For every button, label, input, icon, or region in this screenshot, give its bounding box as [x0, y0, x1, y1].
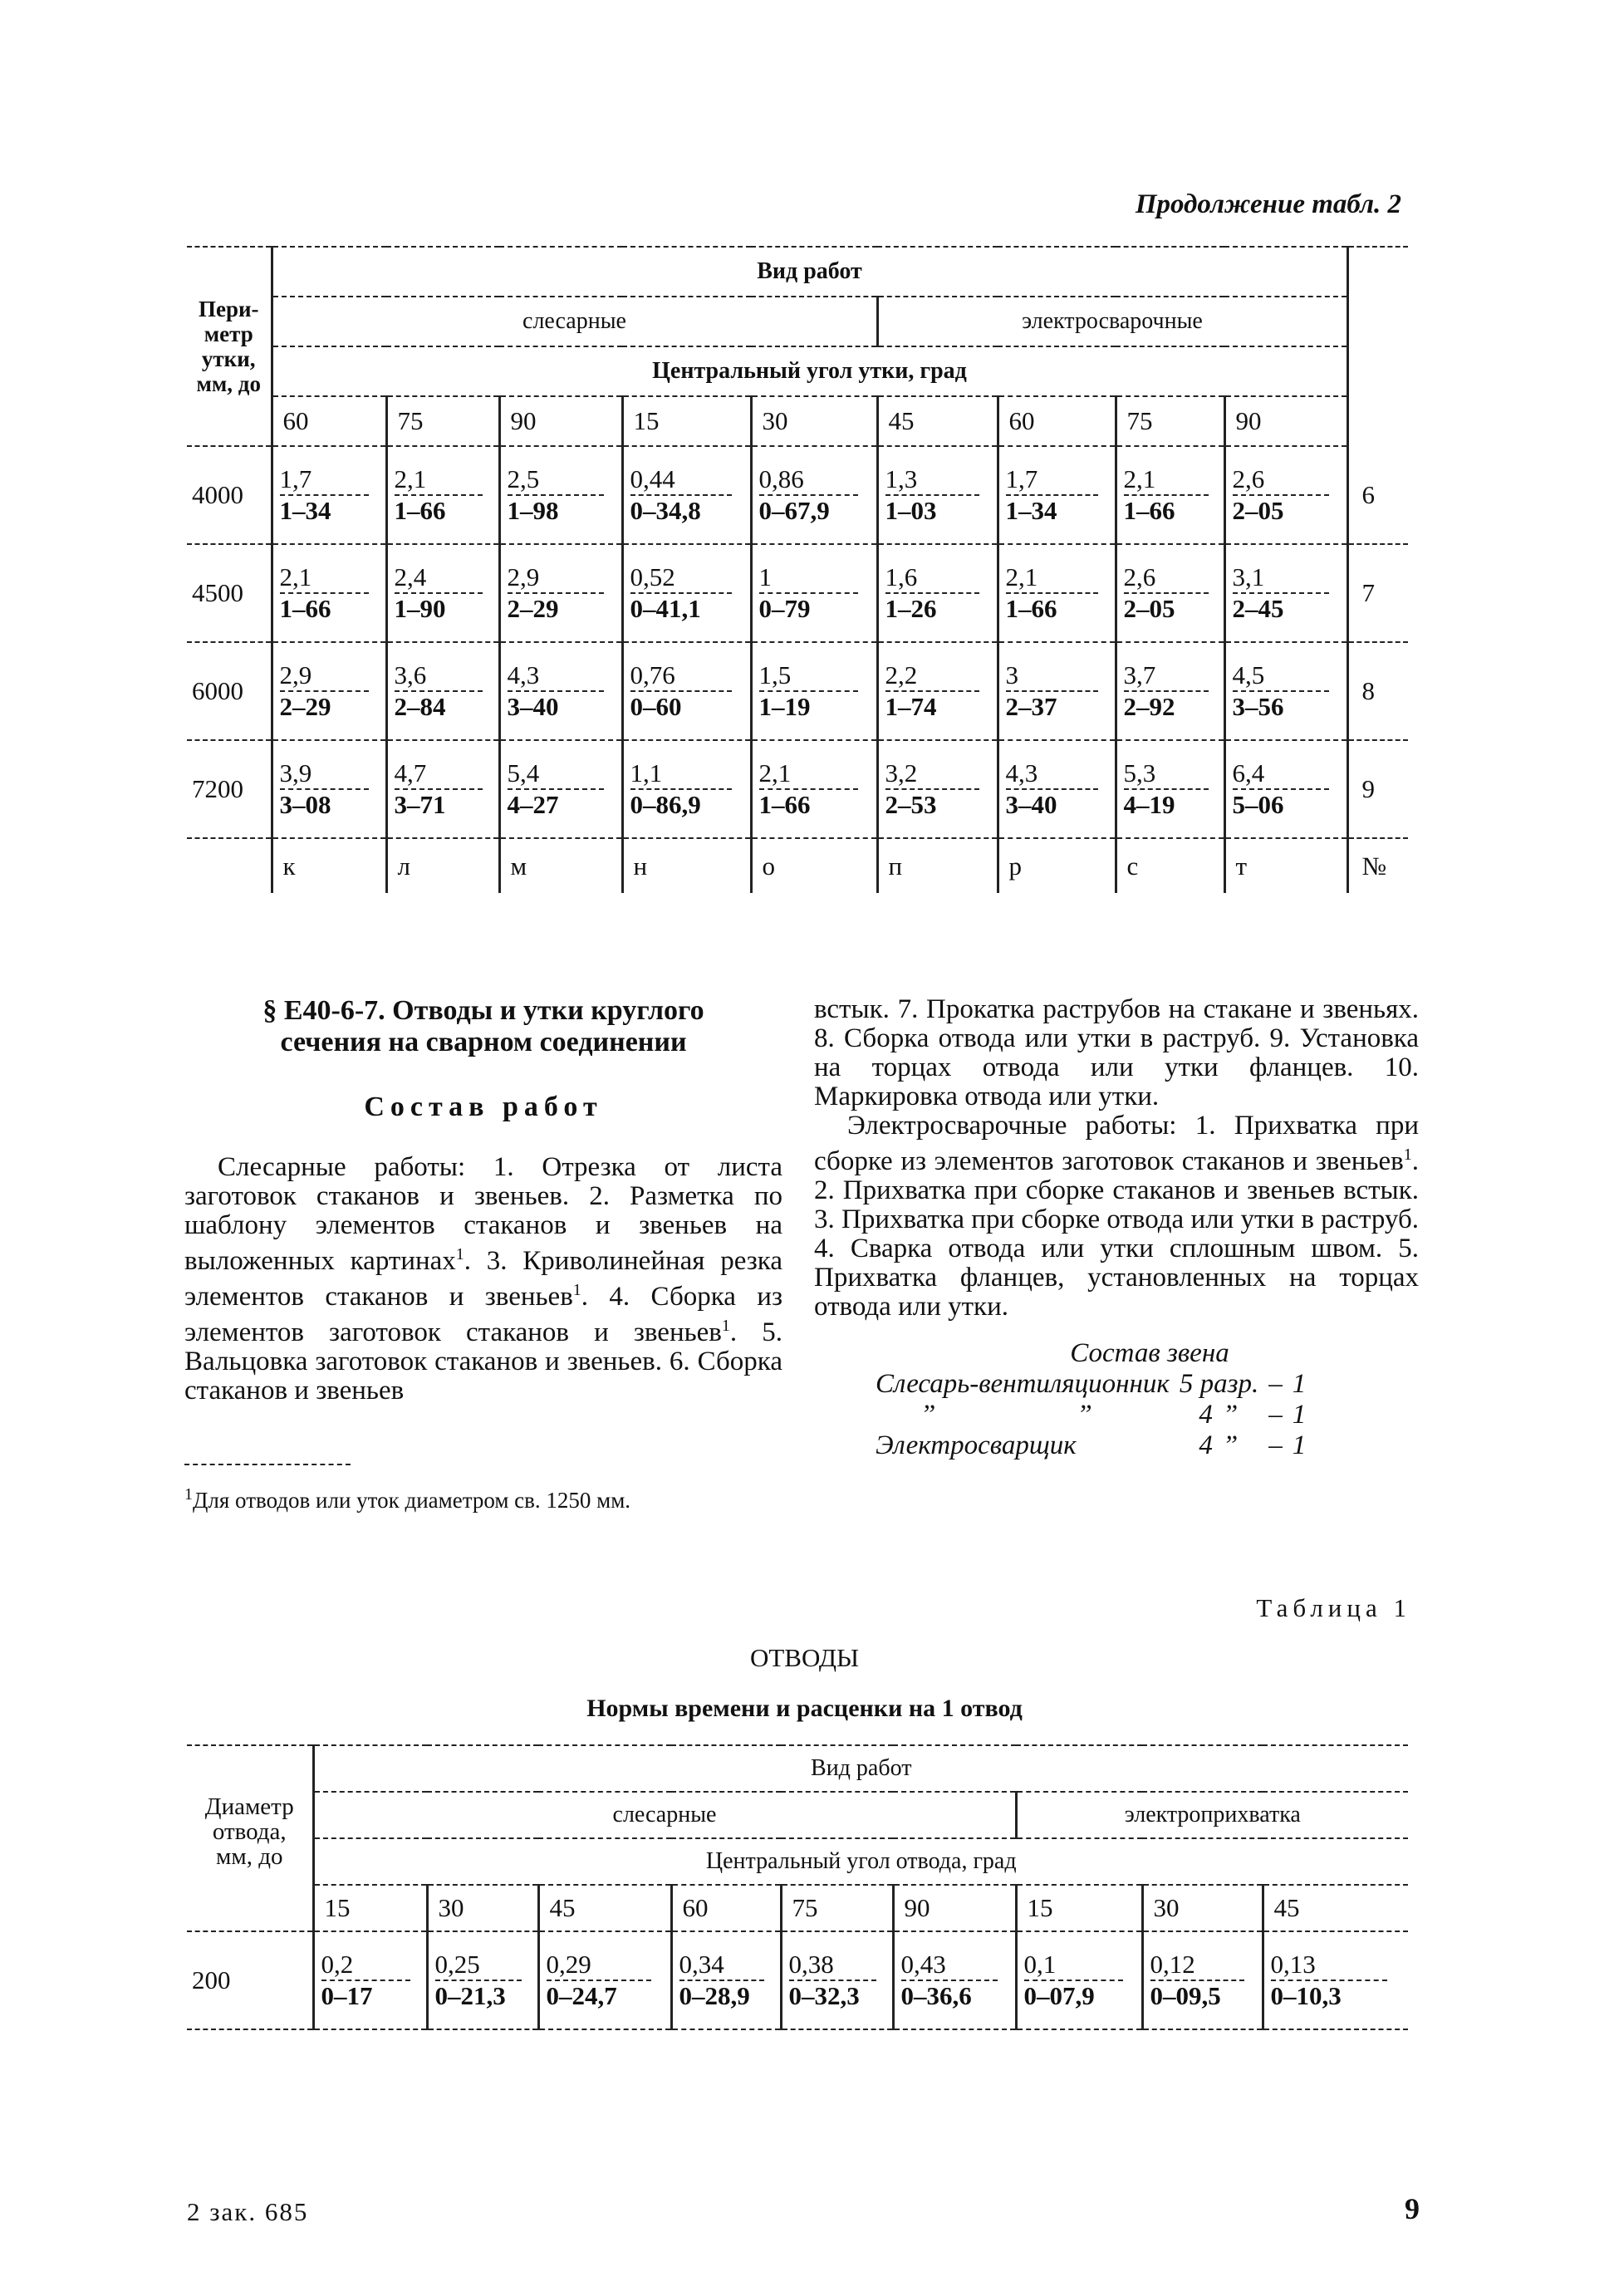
table1-elpr-header: электроприхватка — [1016, 1792, 1408, 1838]
rate: 2–92 — [1124, 690, 1209, 722]
rate: 1–34 — [1006, 494, 1098, 526]
rate: 2–53 — [885, 788, 980, 820]
table2-cell — [499, 642, 622, 740]
norm-time: 0,38 — [788, 1950, 834, 1979]
rate: 1–66 — [1124, 494, 1209, 526]
rate: 0–36,6 — [901, 1980, 998, 2011]
norm-time: 1,3 — [885, 464, 918, 493]
table2-column-letter: к — [272, 838, 386, 893]
norm-time: 0,29 — [546, 1950, 591, 1979]
table2-perimeter: 4000 — [187, 446, 272, 544]
table2-cell — [499, 544, 622, 642]
norm-time: 0,52 — [630, 562, 675, 591]
table1-angle-cell: 60 — [671, 1885, 781, 1931]
table2-column-letter: н — [622, 838, 751, 893]
table2-cell — [877, 446, 998, 544]
norm-time: 0,76 — [630, 660, 675, 689]
rate: 0–67,9 — [759, 494, 859, 526]
rate: 0–79 — [759, 592, 859, 624]
norm-time: 2,2 — [885, 660, 918, 689]
norm-time: 0,86 — [758, 464, 804, 493]
table1-angle-cell: 30 — [1142, 1885, 1263, 1931]
rate: 0–86,9 — [630, 788, 732, 820]
crew-row-3: Электросварщик 4 ” – 1 — [876, 1430, 1307, 1460]
table2-cell — [751, 544, 877, 642]
norm-time: 3,7 — [1123, 660, 1156, 689]
table2-cell — [499, 446, 622, 544]
table2-cell — [998, 544, 1116, 642]
rate: 0–10,3 — [1271, 1980, 1388, 2011]
crew-composition — [814, 1338, 1419, 1461]
table2-angle-cell: 75 — [1116, 396, 1224, 446]
norm-time: 2,6 — [1232, 464, 1265, 493]
table2-cell — [622, 642, 751, 740]
norm-time: 0,25 — [434, 1950, 480, 1979]
norm-time: 4,3 — [1005, 758, 1038, 787]
norm-time: 3,9 — [279, 758, 312, 787]
table1-angle-cell: 15 — [1016, 1885, 1142, 1931]
table-row — [187, 740, 1408, 838]
rate: 5–06 — [1233, 788, 1329, 820]
table2-cell — [1224, 642, 1347, 740]
table2-cell — [998, 740, 1116, 838]
norm-time: 0,13 — [1270, 1950, 1316, 1979]
table2-cell — [386, 642, 499, 740]
table-subtitle: Нормы времени и расценки на 1 отвод — [586, 1695, 1023, 1722]
table2-row-number: 7 — [1347, 544, 1408, 642]
norm-time: 1 — [758, 562, 772, 591]
table2-cell — [272, 446, 386, 544]
section-right-column — [814, 995, 1419, 1461]
table1-angle-cell: 90 — [893, 1885, 1016, 1931]
norm-time: 2,6 — [1123, 562, 1156, 591]
table2-angle-header: Центральный угол утки, град — [272, 346, 1347, 396]
rate: 4–19 — [1124, 788, 1209, 820]
norm-time: 2,1 — [394, 464, 427, 493]
table1-angle-cell: 45 — [538, 1885, 671, 1931]
table1-cell — [1263, 1931, 1408, 2029]
table2-angle-cell: 60 — [998, 396, 1116, 446]
table2-cell — [386, 740, 499, 838]
section-title: § Е40-6-7. Отводы и утки круглого сечения на сварном соединении — [262, 995, 704, 1057]
work-description-part2: встык. 7. Прокатка раструбов на стакане и звеньях. 8. Сборка отвода или утки в раструб. 9. Установка на торцах отвода или утки фланцев. 10. Маркировка отвода или утки. Электросварочные работы: 1. Прихватка при сборке из элементов заготовок стаканов и звеньев$^1$. 2. Прихватка при сборке стаканов и звеньев встык. 3. Прихватка при сборке отвода или утки в раструб. 4. Сварка отвода или утки сплошным швом. 5. Прихватка фланцев, установленных на торцах отвода или утки. — [814, 994, 1419, 1322]
table2-column-letter: п — [877, 838, 998, 893]
rate: 0–24,7 — [547, 1980, 652, 2011]
table1-angle-cell: 75 — [781, 1885, 893, 1931]
table2-cell — [386, 544, 499, 642]
rate: 2–05 — [1124, 592, 1209, 624]
rate: 2–37 — [1006, 690, 1098, 722]
rate: 0–60 — [630, 690, 732, 722]
table-row — [187, 544, 1408, 642]
norm-time: 1,1 — [630, 758, 663, 787]
norm-time: 4,3 — [507, 660, 540, 689]
table2-cell — [272, 544, 386, 642]
rate: 1–98 — [508, 494, 604, 526]
table2-cell — [877, 544, 998, 642]
composition-heading: Состав работ — [364, 1092, 603, 1122]
norm-time: 6,4 — [1232, 758, 1265, 787]
norm-time: 1,6 — [885, 562, 918, 591]
table2-rowhead: Пери- метр утки, мм, до — [187, 247, 272, 446]
norm-time: 2,1 — [279, 562, 312, 591]
section-left-column — [184, 995, 782, 1513]
norm-time: 3,2 — [885, 758, 918, 787]
table1-cell — [538, 1931, 671, 2029]
rate: 1–90 — [395, 592, 483, 624]
rate: 1–03 — [885, 494, 980, 526]
rate: 2–29 — [508, 592, 604, 624]
norm-time: 1,5 — [758, 660, 792, 689]
table2-cell — [1116, 446, 1224, 544]
crew-row-1: Слесарь-вентиляционник 5 разр. – 1 — [876, 1369, 1307, 1399]
rate: 1–66 — [280, 592, 370, 624]
rate: 0–41,1 — [630, 592, 732, 624]
norm-time: 2,4 — [394, 562, 427, 591]
table2-cell — [877, 642, 998, 740]
table2-perimeter: 7200 — [187, 740, 272, 838]
table1-angle-header: Центральный угол отвода, град — [313, 1838, 1408, 1885]
table2-perimeter: 6000 — [187, 642, 272, 740]
table1-work-type: Вид работ — [313, 1745, 1408, 1792]
table1-angle-cell: 45 — [1263, 1885, 1408, 1931]
norm-time: 4,7 — [394, 758, 427, 787]
table2-cell — [751, 642, 877, 740]
table2-column-letter: с — [1116, 838, 1224, 893]
norm-time: 0,2 — [321, 1950, 354, 1979]
table2-column-letter: т — [1224, 838, 1347, 893]
table2-cell — [622, 544, 751, 642]
table2-slesar-header: слесарные — [272, 297, 877, 346]
page-number: 9 — [1405, 2192, 1420, 2225]
table2-column-letter: л — [386, 838, 499, 893]
table-1-otvody — [187, 1744, 1408, 2030]
table-row — [187, 446, 1408, 544]
table1-cell — [1142, 1931, 1263, 2029]
table1-cell — [781, 1931, 893, 2029]
table2-cell — [272, 740, 386, 838]
table2-cell — [877, 740, 998, 838]
table2-column-letter: о — [751, 838, 877, 893]
norm-time: 5,4 — [507, 758, 540, 787]
table2-cell — [751, 740, 877, 838]
crew-title: Состав звена — [1070, 1338, 1229, 1368]
norm-time: 0,12 — [1150, 1950, 1195, 1979]
norm-time: 1,7 — [1005, 464, 1038, 493]
table-row — [187, 1931, 1408, 2029]
table2-cell — [622, 446, 751, 544]
table1-rowhead: Диаметр отвода, мм, до — [187, 1745, 313, 1931]
norm-time: 0,1 — [1023, 1950, 1057, 1979]
rate: 0–09,5 — [1150, 1980, 1245, 2011]
crew-row-2: ” ” 4 ” – 1 — [920, 1400, 1307, 1430]
norm-time: 5,3 — [1123, 758, 1156, 787]
rate: 2–29 — [280, 690, 370, 722]
norm-time: 0,34 — [679, 1950, 724, 1979]
table2-angle-cell: 60 — [272, 396, 386, 446]
rate: 1–19 — [759, 690, 859, 722]
footnote-divider — [184, 1464, 351, 1465]
rate: 0–34,8 — [630, 494, 732, 526]
table-number: Таблица 1 — [1256, 1593, 1411, 1622]
rate: 3–40 — [1006, 788, 1098, 820]
rate: 1–66 — [1006, 592, 1098, 624]
table2-elsvar-header: электросварочные — [877, 297, 1347, 346]
table1-cell — [313, 1931, 427, 2029]
table1-cell — [427, 1931, 538, 2029]
table2-cell — [272, 642, 386, 740]
table2-cell — [386, 446, 499, 544]
table1-cell — [1016, 1931, 1142, 2029]
table2-cell — [1224, 740, 1347, 838]
table1-cell — [893, 1931, 1016, 2029]
table2-row-number: 6 — [1347, 446, 1408, 544]
norm-time: 1,7 — [279, 464, 312, 493]
table2-row-number: 8 — [1347, 642, 1408, 740]
table2-cell — [998, 446, 1116, 544]
table-title: ОТВОДЫ — [749, 1643, 860, 1672]
table2-row-number: 9 — [1347, 740, 1408, 838]
table2-angle-cell: 90 — [499, 396, 622, 446]
rate: 2–84 — [395, 690, 483, 722]
table2-column-letter: р — [998, 838, 1116, 893]
norm-time: 3,1 — [1232, 562, 1265, 591]
norm-time: 2,1 — [758, 758, 792, 787]
rate: 0–32,3 — [789, 1980, 876, 2011]
table2-cell — [751, 446, 877, 544]
table-2-continuation — [187, 246, 1408, 893]
table2-cell — [1224, 446, 1347, 544]
norm-time: 4,5 — [1232, 660, 1265, 689]
norm-time: 2,9 — [279, 660, 312, 689]
footnote: $^1$Для отводов или уток диаметром св. 1250 мм. — [184, 1485, 631, 1513]
rate: 1–26 — [885, 592, 980, 624]
rate: 4–27 — [508, 788, 604, 820]
norm-time: 0,44 — [630, 464, 675, 493]
rate: 0–21,3 — [435, 1980, 522, 2011]
table1-slesar-header: слесарные — [313, 1792, 1016, 1838]
footer-order-number: 2 зак. 685 — [187, 2197, 309, 2226]
rate: 2–05 — [1233, 494, 1329, 526]
table1-diameter: 200 — [187, 1931, 313, 2029]
norm-time: 2,9 — [507, 562, 540, 591]
table1-angle-cell: 15 — [313, 1885, 427, 1931]
table-row — [187, 642, 1408, 740]
table2-cell — [1116, 544, 1224, 642]
rate: 1–66 — [395, 494, 483, 526]
rate: 0–28,9 — [679, 1980, 765, 2011]
norm-time: 3 — [1005, 660, 1018, 689]
table1-cell — [671, 1931, 781, 2029]
table1-angle-cell: 30 — [427, 1885, 538, 1931]
table2-cell — [998, 642, 1116, 740]
rate: 3–40 — [508, 690, 604, 722]
table2-angle-cell: 75 — [386, 396, 499, 446]
rate: 3–71 — [395, 788, 483, 820]
table2-angle-cell: 90 — [1224, 396, 1347, 446]
table2-column-letter: м — [499, 838, 622, 893]
table2-cell — [1224, 544, 1347, 642]
rate: 0–17 — [321, 1980, 410, 2011]
rate: 1–74 — [885, 690, 980, 722]
norm-time: 3,6 — [394, 660, 427, 689]
table2-angle-cell: 45 — [877, 396, 998, 446]
rate: 3–08 — [280, 788, 370, 820]
table2-cell — [1116, 642, 1224, 740]
work-description-continued-right: встык. 7. Прокатка раструбов на стакане и звеньях. 8. Сборка отвода или утки в раструб. 9. Установка на торцах отвода или утки фланцев. 10. Маркировка отвода или утки. — [814, 994, 1419, 1111]
work-description-part1: Слесарные работы: 1. Отрезка от листа заготовок стаканов и звеньев. 2. Разметка по шаблону элементов стаканов и звеньев на выложенных картинах$^1$. 3. Криволинейная резка элементов стаканов и звеньев$^1$. 4. Сборка из элементов заготовок стаканов и звеньев$^1$. 5. Вальцовка заготовок стаканов и звеньев. 6. Сборка стаканов и звеньев — [184, 1152, 782, 1406]
table2-perimeter: 4500 — [187, 544, 272, 642]
table2-cell — [622, 740, 751, 838]
table2-angle-cell: 15 — [622, 396, 751, 446]
table2-angle-cell: 30 — [751, 396, 877, 446]
table2-cell — [499, 740, 622, 838]
norm-time: 2,1 — [1005, 562, 1038, 591]
continuation-label: Продолжение табл. 2 — [1135, 189, 1401, 219]
norm-time: 2,1 — [1123, 464, 1156, 493]
norm-time: 0,43 — [900, 1950, 946, 1979]
work-description-continued-left: . 5. Вальцовка заготовок стаканов и звеньев. 6. Сборка стаканов и звеньев — [184, 1317, 782, 1406]
rate: 1–66 — [759, 788, 859, 820]
table2-num-sign: № — [1361, 851, 1387, 881]
rate: 3–56 — [1233, 690, 1329, 722]
table2-work-type: Вид работ — [272, 247, 1347, 297]
norm-time: 2,5 — [507, 464, 540, 493]
rate: 1–34 — [280, 494, 370, 526]
table2-cell — [1116, 740, 1224, 838]
rate: 2–45 — [1233, 592, 1329, 624]
rate: 0–07,9 — [1024, 1980, 1124, 2011]
